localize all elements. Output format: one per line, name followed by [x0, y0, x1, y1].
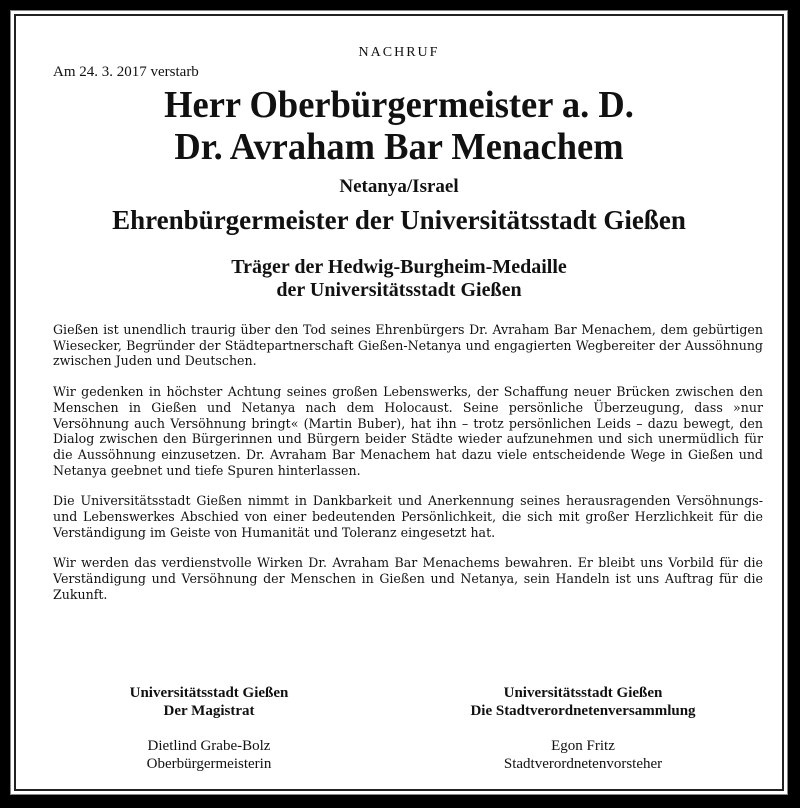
inner-frame: [14, 14, 784, 791]
title-line-2: Dr. Avraham Bar Menachem: [174, 126, 624, 168]
paragraph: Wir werden das verdienstvolle Wirken Dr. Avraham Bar Menachems bewahren. Er bleibt uns Vorbild für die Verständigung und Versöhnung der Menschen in Gießen und Netanya, sein Handeln ist uns Auftrag für die Zukunft.: [53, 555, 763, 602]
signatory-name: Egon Fritz: [551, 738, 615, 754]
body-text: [53, 322, 763, 618]
outer-frame: [10, 10, 788, 795]
title-line-1: Herr Oberbürgermeister a. D.: [164, 84, 634, 126]
medal-line-1: Träger der Hedwig-Burgheim-Medaille: [231, 256, 567, 278]
signature-magistrat: [49, 684, 369, 773]
signature-org-line-1: Universitätsstadt Gießen: [503, 685, 663, 701]
honor-title: Ehrenbürgermeister der Universitätsstadt Gießen: [112, 205, 686, 235]
signature-org-line-2: Die Stadtverordnetenversammlung: [470, 703, 696, 719]
paragraph: Wir gedenken in höchster Achtung seines großen Lebenswerks, der Schaffung neuer Brücken zwischen den Menschen in Gießen und Netanya nach dem Holocaust. Seine persönliche Überzeugung, dass »nur Versöhnung auch Versöhnung bringt« (Martin Buber), hat ihn – trotz persönlichen Leids – dazu bewegt, den Dialog zwischen den Bürgerinnen und Bürgern beider Städte wieder aufzunehmen und sich unermüdlich für die Aussöhnung einzusetzen. Dr. Avraham Bar Menachem hat dazu viele entscheidende Wege in Gießen und Netanya geebnet und tiefe Spuren hinterlassen.: [53, 384, 763, 478]
medal-line-2: der Universitätsstadt Gießen: [276, 279, 522, 301]
signature-org-line-1: Universitätsstadt Gießen: [129, 685, 289, 701]
signature-stadtverordnete: [423, 684, 743, 773]
place-of-residence: Netanya/Israel: [339, 176, 459, 197]
intro-line: Am 24. 3. 2017 verstarb: [53, 64, 199, 80]
paragraph: Die Universitätsstadt Gießen nimmt in Dankbarkeit und Anerkennung seines herausragenden Versöhnungs- und Lebenswerkes Abschied von einer bedeutenden Persönlichkeit, die sich mit großer Herzlichkeit für die Verständigung im Geiste von Humanität und Toleranz eingesetzt hat.: [53, 493, 763, 540]
signatory-name: Dietlind Grabe-Bolz: [147, 738, 271, 754]
notice-kicker: NACHRUF: [358, 45, 440, 60]
obituary-notice: [16, 16, 782, 789]
signatory-role: Oberbürgermeisterin: [146, 756, 272, 772]
deceased-title: [31, 84, 766, 168]
signature-org-line-2: Der Magistrat: [163, 703, 255, 719]
paragraph: Gießen ist unendlich traurig über den Tod seines Ehrenbürgers Dr. Avraham Bar Menachem, dem gebürtigen Wiesecker, Begründer der Städtepartnerschaft Gießen-Netanya und engagierten Wegbereiter der Aussöhnung zwischen Juden und Deutschen.: [53, 322, 763, 369]
signatory-role: Stadtverordnetenvorsteher: [503, 756, 663, 772]
medal-title: [16, 256, 782, 302]
